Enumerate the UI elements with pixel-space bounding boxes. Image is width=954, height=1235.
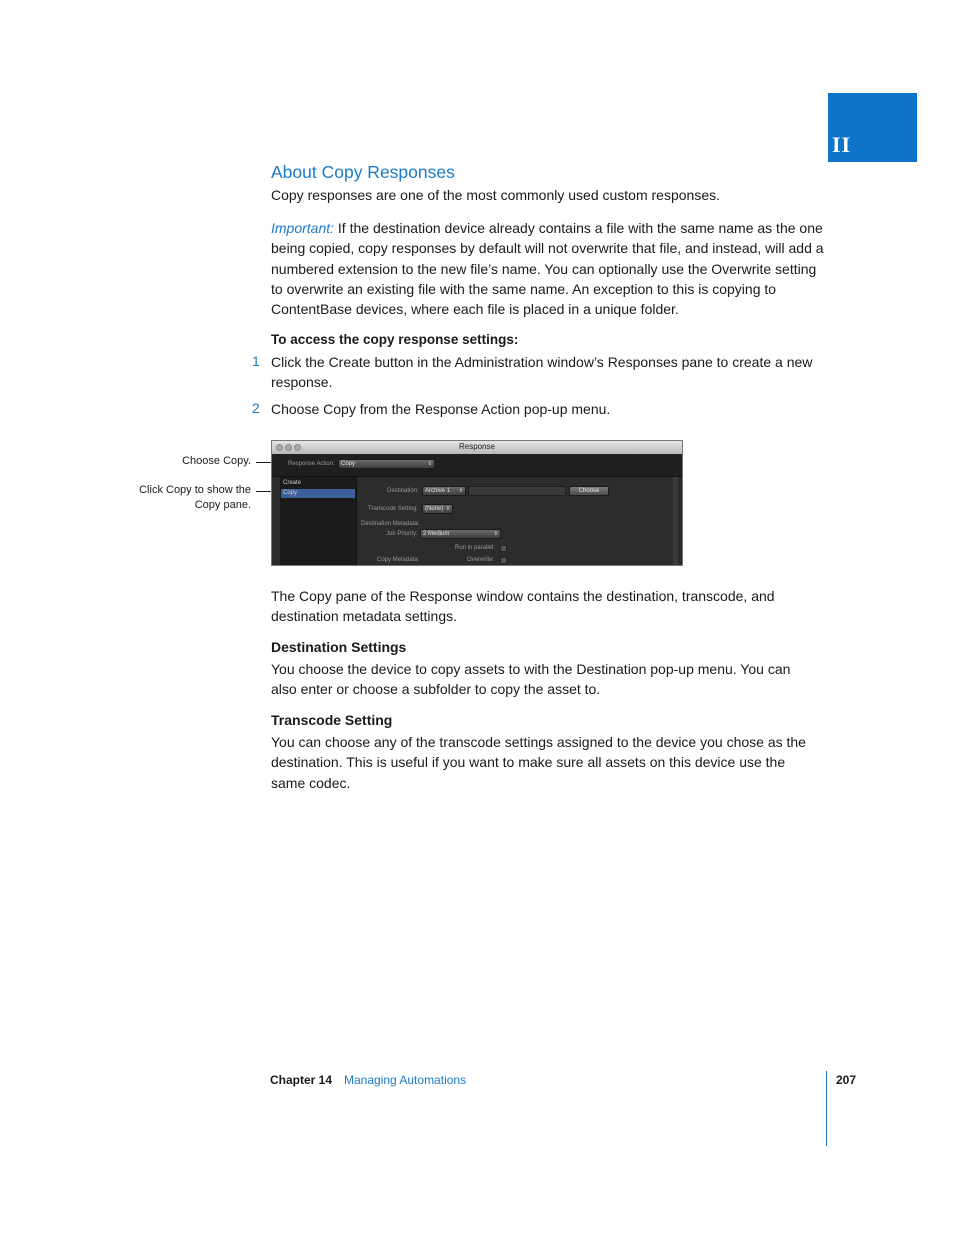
- footer-chapter-title: Managing Automations: [344, 1073, 467, 1087]
- subfolder-field: [468, 486, 566, 496]
- popup-arrows-icon: ⇕: [458, 488, 463, 494]
- response-action-popup: [338, 459, 435, 469]
- response-action-row: [272, 454, 682, 477]
- overwrite-label: Overwrite:: [467, 557, 495, 563]
- run-parallel-checkbox: [500, 545, 507, 552]
- response-action-label: Response Action:: [288, 461, 335, 467]
- destination-value: Archive 1: [425, 488, 451, 494]
- step-number: 1: [252, 353, 260, 369]
- responses-sidebar: [280, 477, 357, 566]
- popup-arrows-icon: ⇕: [427, 461, 432, 467]
- section-tab-label: II: [832, 132, 852, 157]
- sidebar-item-create: Create: [283, 480, 302, 486]
- page-number: 207: [836, 1073, 857, 1087]
- popup-arrows-icon: ⇕: [493, 531, 498, 537]
- transcode-label: Transcode Setting:: [368, 506, 419, 512]
- transcode-popup: [422, 504, 453, 514]
- footer-chapter: Chapter 14: [270, 1073, 333, 1087]
- window-title: Response: [458, 442, 496, 451]
- step-text: Choose Copy from the Response Action pop-up menu.: [271, 401, 611, 417]
- footer-divider: [826, 1071, 827, 1146]
- destination-settings-heading: Destination Settings: [271, 639, 407, 655]
- transcode-setting-paragraph: You can choose any of the transcode settings assigned to the device you chose as the destination. This is useful if you want to make sure all assets on this device use the same codec.: [271, 734, 806, 791]
- important-label: Important:: [271, 220, 335, 236]
- copy-metadata-label: Copy Metadata:: [377, 557, 420, 563]
- copy-pane: [358, 477, 676, 566]
- run-parallel-label: Run in parallel:: [455, 545, 496, 551]
- job-priority-value: 2 Medium: [423, 531, 450, 537]
- callout-line: Click Copy to show the: [139, 484, 251, 496]
- overwrite-checkbox: [500, 557, 507, 564]
- response-action-value: Copy: [341, 461, 356, 467]
- intro-paragraph: Copy responses are one of the most commonly used custom responses.: [271, 187, 720, 203]
- callout-line: Copy pane.: [194, 499, 251, 511]
- job-priority-label: Job Priority:: [386, 531, 418, 537]
- job-priority-popup: [420, 529, 501, 539]
- sidebar-item-copy: Copy: [283, 490, 298, 496]
- choose-button: Choose: [569, 486, 609, 496]
- section-heading: About Copy Responses: [271, 162, 455, 182]
- step-number: 2: [252, 400, 260, 416]
- step-text: Click the Create button in the Administration window’s Responses pane to create a new response.: [271, 354, 813, 391]
- procedure-title: To access the copy response settings:: [271, 332, 519, 347]
- important-text: If the destination device already contains a file with the same name as the one being copied, copy responses by default will not overwrite that file, and instead, will add a numbered extension to the new file’s name. You can optionally use the Overwrite setting to overwrite an existing file with the same name. An exception to this is copying to ContentBase devices, where each file is placed in a unique folder.: [271, 220, 824, 318]
- transcode-value: (None): [425, 506, 444, 512]
- destination-settings-paragraph: You choose the device to copy assets to with the Destination pop-up menu. You can also enter or choose a subfolder to copy the asset to.: [271, 661, 791, 698]
- important-note: [271, 218, 831, 319]
- section-tab: [828, 93, 917, 162]
- popup-arrows-icon: ⇕: [445, 506, 450, 512]
- transcode-setting-heading: Transcode Setting: [271, 712, 393, 728]
- destination-metadata-label: Destination Metadata:: [361, 521, 420, 527]
- destination-label: Destination:: [387, 488, 419, 494]
- copy-pane-paragraph: The Copy pane of the Response window contains the destination, transcode, and destination metadata settings.: [271, 588, 775, 625]
- window-titlebar: [272, 441, 682, 455]
- response-window-screenshot: [271, 440, 683, 566]
- pane-scrollbar: [673, 477, 678, 566]
- callout-click-copy: [139, 483, 251, 513]
- callout-choose-copy: Choose Copy.: [182, 455, 251, 467]
- destination-popup: [422, 486, 466, 496]
